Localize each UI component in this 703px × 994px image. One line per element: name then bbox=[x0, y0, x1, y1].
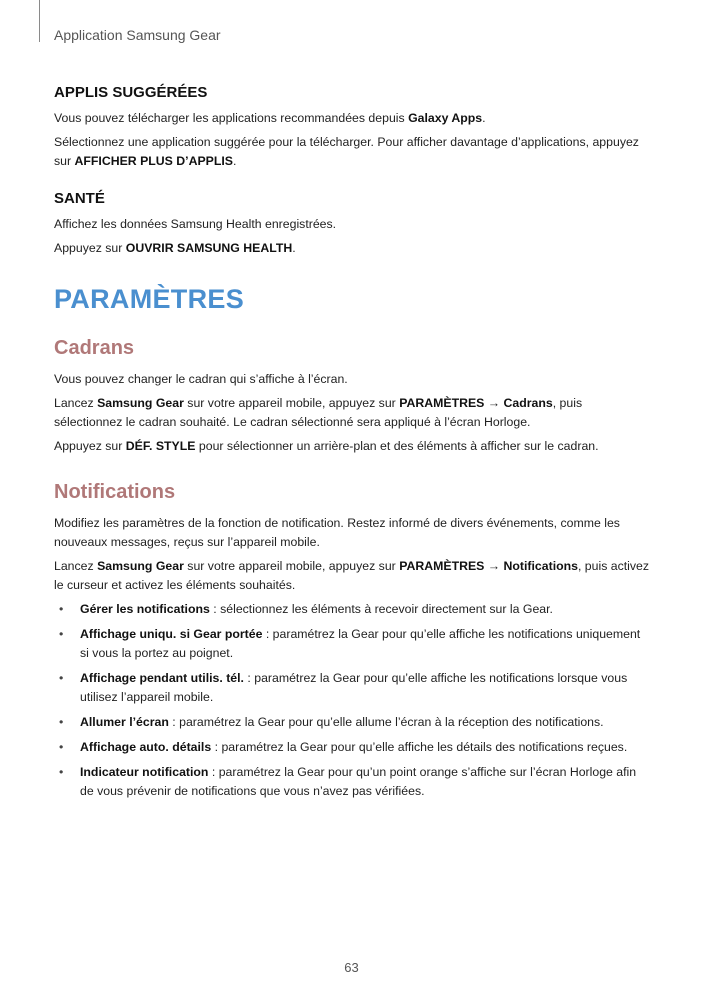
cadrans-paragraph-2: Lancez Samsung Gear sur votre appareil mobile, appuyez sur PARAMÈTRES → Cadrans, puis sélectionnez le cadran souhaité. Le cadran sélectionné sera appliqué à l’écran Horloge. bbox=[54, 396, 583, 429]
page-number: 63 bbox=[344, 960, 359, 975]
sante-paragraph-2: Appuyez sur OUVRIR SAMSUNG HEALTH. bbox=[54, 241, 296, 255]
bullet-icon: • bbox=[59, 671, 64, 685]
chapter-title: PARAMÈTRES bbox=[54, 284, 245, 314]
cadrans-paragraph-3: Appuyez sur DÉF. STYLE pour sélectionner un arrière-plan et des éléments à afficher sur le cadran. bbox=[54, 439, 599, 453]
bullet-icon: • bbox=[59, 740, 64, 754]
bullet-icon: • bbox=[59, 627, 64, 641]
sante-paragraph-1: Affichez les données Samsung Health enregistrées. bbox=[54, 217, 337, 231]
notifications-options-list bbox=[54, 600, 650, 801]
list-item: • Affichage uniqu. si Gear portée : paramétrez la Gear pour qu’elle affiche les notifications uniquement si vous la portez au poignet. bbox=[59, 627, 641, 660]
header-title: Application Samsung Gear bbox=[54, 27, 221, 43]
list-item: • Allumer l’écran : paramétrez la Gear pour qu’elle allume l’écran à la réception des notifications. bbox=[54, 713, 650, 732]
list-item: • Affichage pendant utilis. tél. : paramétrez la Gear pour qu’elle affiche les notifications lorsque vous utilisez l’appareil mobile. bbox=[59, 671, 628, 704]
notifications-paragraph-1: Modifiez les paramètres de la fonction de notification. Restez informé de divers événements, comme les nouveaux messages, reçus sur l’appareil mobile. bbox=[54, 516, 620, 549]
bullet-icon: • bbox=[59, 765, 64, 779]
list-item: • Affichage auto. détails : paramétrez la Gear pour qu’elle affiche les détails des notifications reçues. bbox=[54, 738, 650, 757]
list-item: • Indicateur notification : paramétrez la Gear pour qu’un point orange s’affiche sur l’écran Horloge afin de vous prévenir de notifications que vous n’avez pas vérifiées. bbox=[59, 765, 637, 798]
cadrans-paragraph-1: Vous pouvez changer le cadran qui s’affiche à l’écran. bbox=[54, 372, 348, 386]
notifications-paragraph-2: Lancez Samsung Gear sur votre appareil mobile, appuyez sur PARAMÈTRES → Notifications, puis activez le curseur et activez les éléments souhaités. bbox=[54, 559, 650, 592]
list-item: • Gérer les notifications : sélectionnez les éléments à recevoir directement sur la Gear. bbox=[54, 600, 650, 619]
subsection-heading-cadrans: Cadrans bbox=[54, 337, 135, 359]
section-heading-sante: SANTÉ bbox=[54, 190, 105, 207]
applis-paragraph-2: Sélectionnez une application suggérée pour la télécharger. Pour afficher davantage d’applications, appuyez sur AFFICHER PLUS D’APPLIS. bbox=[54, 135, 639, 168]
bullet-icon: • bbox=[59, 715, 64, 729]
page-content bbox=[54, 84, 650, 807]
applis-paragraph-1: Vous pouvez télécharger les applications recommandées depuis Galaxy Apps. bbox=[54, 111, 486, 125]
bullet-icon: • bbox=[59, 602, 64, 616]
section-heading-applis: APPLIS SUGGÉRÉES bbox=[54, 84, 208, 101]
subsection-heading-notifications: Notifications bbox=[54, 481, 176, 503]
header-rule bbox=[39, 0, 40, 42]
